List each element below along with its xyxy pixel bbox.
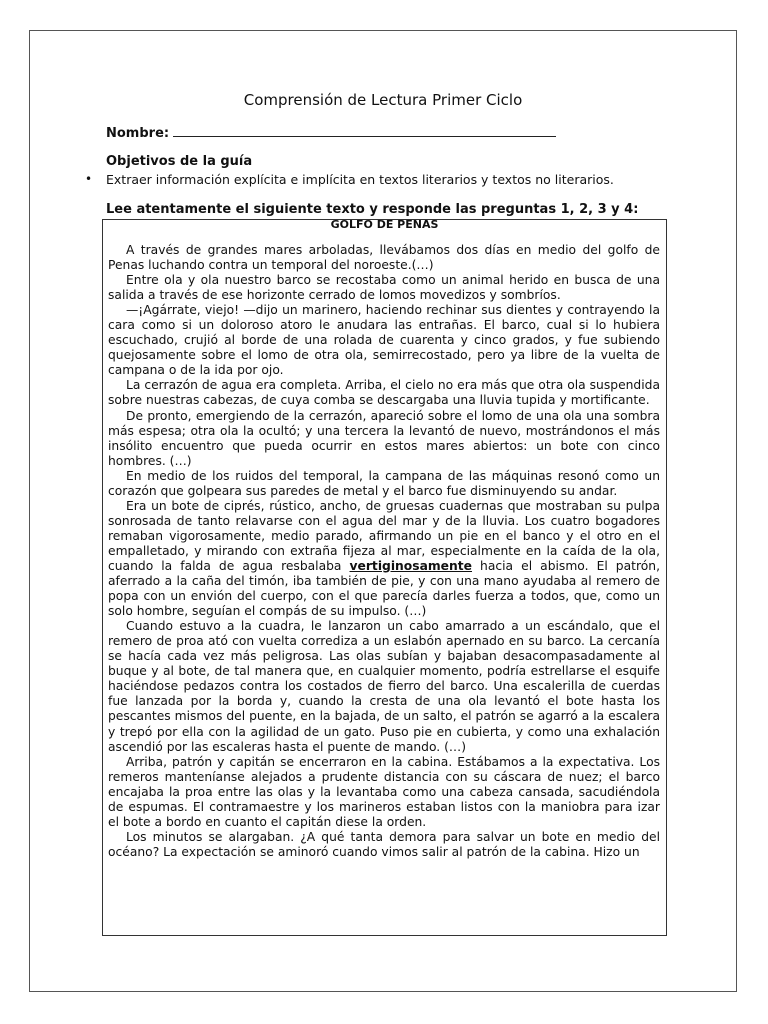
bullet-icon: • xyxy=(85,172,93,186)
instruction-text: Lee atentamente el siguiente texto y responde las preguntas 1, 2, 3 y 4: xyxy=(106,202,639,217)
reading-text-box xyxy=(102,219,667,936)
paragraph: De pronto, emergiendo de la cerrazón, apareció sobre el lomo de una ola una sombra más espesa; otra ola la ocultó; y una tercera la levantó de nuevo, mostrándonos el más insólito encuentro que pueda ocurrir en estos mares abiertos: un bote con cinco hombres. (…) xyxy=(108,408,660,468)
worksheet-page xyxy=(29,30,737,992)
highlighted-word: vertiginosamente xyxy=(349,558,472,573)
paragraph: Entre ola y ola nuestro barco se recostaba como un animal herido en busca de una salida a través de ese horizonte cerrado de lomos movedizos y sombríos. xyxy=(108,273,660,303)
reading-title: GOLFO DE PENAS xyxy=(330,218,439,231)
paragraph-bote xyxy=(108,499,660,619)
paragraph: Los minutos se alargaban. ¿A qué tanta demora para salvar un bote en medio del océano? La expectación se aminoró cuando vimos salir al patrón de la cabina. Hizo un xyxy=(108,829,660,859)
objectives-heading: Objetivos de la guía xyxy=(106,154,253,169)
reading-body xyxy=(108,243,660,860)
paragraph: Arriba, patrón y capitán se encerraron en la cabina. Estábamos a la expectativa. Los remeros manteníanse alejados a prudente distancia con su cáscara de nuez; el barco encajaba la proa entre las olas y la levantaba como una cabeza cansada, sacudiéndola de espumas. El contramaestre y los marineros estaban listos con la maniobra para izar el bote a bordo en cuanto el capitán diese la orden. xyxy=(108,754,660,829)
paragraph: La cerrazón de agua era completa. Arriba, el cielo no era más que otra ola suspendida sobre nuestras cabezas, de cuya comba se descargaba una lluvia tupida y mortificante. xyxy=(108,378,660,408)
paragraph: A través de grandes mares arboladas, llevábamos dos días en medio del golfo de Penas luchando contra un temporal del noroeste.(…) xyxy=(108,243,660,273)
objective-item: Extraer información explícita e implícita en textos literarios y textos no literarios. xyxy=(106,172,614,187)
name-blank-line[interactable] xyxy=(173,124,556,137)
paragraph-bote-start: Era un bote de ciprés, rústico, ancho, de gruesas cuadernas que mostraban su pulpa sonrosada de tanto relavarse con el agua del mar y de la lluvia. Los cuatro bogadores remaban vigorosamente, medio parado, afirmando un pie en el banco y el otro en el empalletado, y mirando con extraña fijeza al mar, especialmente en la caída de la ola, cuando la falda de agua resbalaba xyxy=(108,498,660,573)
paragraph: Cuando estuvo a la cuadra, le lanzaron un cabo amarrado a un escándalo, que el remero de proa ató con vuelta corrediza a un eslabón apernado en su barco. La cercanía se hacía cada vez más peligrosa. Las olas subían y bajaban desacompasadamente al buque y al bote, de tal manera que, en cualquier momento, podría estrellarse el esquife haciéndose pedazos contra los costados de fierro del barco. Una escalerilla de cuerdas fue lanzada por la borda y, cuando la cresta de una ola levantó el bote hasta los pescantes mismos del puente, en la bajada, de un salto, el patrón se agarró a la escalera y trepó por ella con la agilidad de un gato. Puso pie en cubierta, y como una exhalación ascendió por las escaleras hasta el puente de mando. (…) xyxy=(108,619,660,754)
name-field xyxy=(106,124,556,141)
page-title: Comprensión de Lectura Primer Ciclo xyxy=(243,91,523,109)
paragraph: —¡Agárrate, viejo! —dijo un marinero, haciendo rechinar sus dientes y contrayendo la cara como si un doloroso atoro le anudara las entrañas. El barco, cual si lo hubiera escuchado, crujió al borde de una rolada de cuarenta y cinco grados, y fue subiendo quejosamente sobre el lomo de otra ola, semirrecostado, pero ya libre de la vuelta de campana o de la ida por ojo. xyxy=(108,303,660,378)
name-label: Nombre: xyxy=(106,126,170,141)
paragraph: En medio de los ruidos del temporal, la campana de las máquinas resonó como un corazón que golpeara sus paredes de metal y el barco fue disminuyendo su andar. xyxy=(108,468,660,498)
paragraph-bote-end: hacia el abismo. El patrón, aferrado a la caña del timón, iba también de pie, y con una mano ayudaba al remero de popa con un envión del cuerpo, con el que parecía darles fuerza a todos, que, como un solo hombre, seguían el compás de su impulso. (…) xyxy=(108,558,660,619)
